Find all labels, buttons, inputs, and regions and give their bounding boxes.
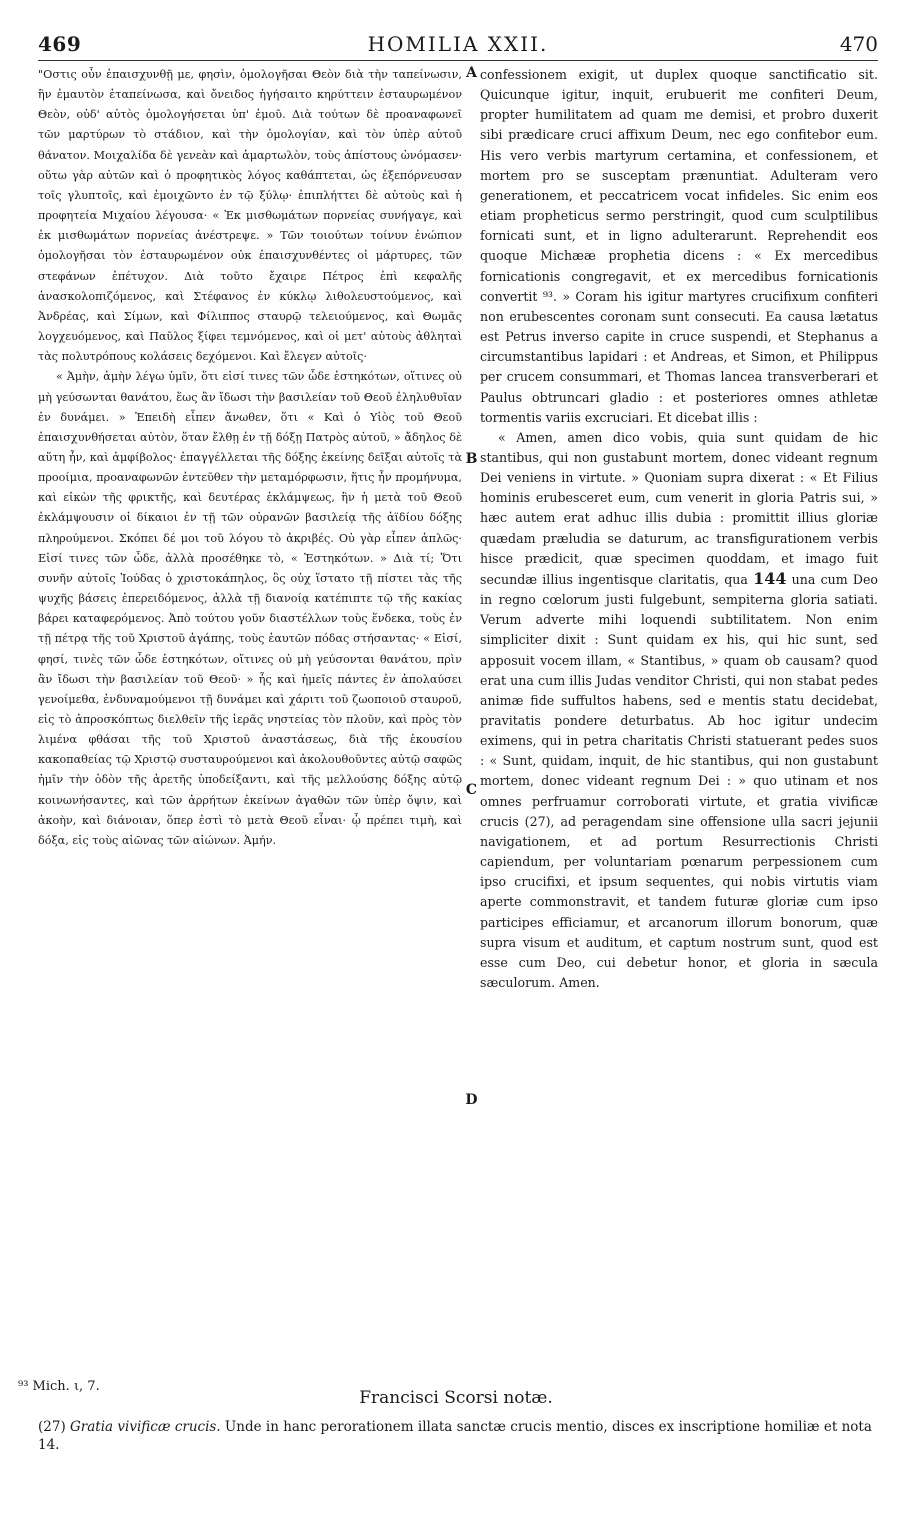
greek-paragraph-2: « Ἀμὴν, ἀμὴν λέγω ὑμῖν, ὅτι εἰσί τινες τῶν ὧδε ἑστηκότων, οἵτινες οὐ μὴ γεύσωνται θανάτου, ἕως ἂν ἴδωσι τὴν βασιλείαν τοῦ Θεοῦ ἐληλυθυῖαν ἐν δυνάμει. » Ἐπειδὴ εἶπεν ἄνωθεν, ὅτι « Καὶ ὁ Υἱὸς τοῦ Θεοῦ ἐπαισχυνθήσεται αὐτὸν, ὅταν ἔλθῃ ἐν τῇ δόξῃ Πατρὸς αὐτοῦ, » ἄδηλος δὲ αὕτη ἦν, καὶ ἀμφίβολος· ἐπαγγέλλεται τῆς δόξης ἐκείνης δεῖξαι αὐτοῖς τὰ προοίμια, προαναφωνῶν ἐντεῦθεν τὴν μεταμόρφωσιν, ἥτις ἦν προμήνυμα, καὶ εἰκὼν τῆς φρικτῆς, καὶ δευτέρας ἐκλάμψεως, ἣν ἡ μετὰ τοῦ Θεοῦ ἐκλάμψουσιν οἱ δίκαιοι ἐν τῇ τῶν οὐρανῶν βασιλείᾳ τῆς ἀϊδίου δόξης πληρούμενοι. Σκόπει δέ μοι τοῦ λόγου τὸ ἀκριβές. Οὐ γὰρ εἶπεν ἁπλῶς· Εἰσί τινες τῶν ὧδε, ἀλλὰ προσέθηκε τὸ, « Ἑστηκότων. » Διὰ τί; Ὅτι συνῆν αὐτοῖς Ἰούδας ὁ χριστοκάπηλος, ὃς οὐχ ἵστατο τῇ πίστει τὰς τῆς ψυχῆς βάσεις ἐπερειδόμενος, ἀλλὰ τῇ διανοίᾳ κατέπιπτε τῷ τῆς κακίας βάρει καταφερόμενος. Ἀπὸ τούτου γοῦν διαστέλλων τοὺς ἕνδεκα, τοὺς ἐν τῇ πέτρᾳ τῆς τοῦ Χριστοῦ ἀγάπης, τοὺς ἑαυτῶν πόδας στήσαντας· « Εἰσί, φησί, τινὲς τῶν ὧδε ἑστηκότων, οἵτινες οὐ μὴ γεύσονται θανάτου, πρὶν ἂν ἴδωσι τὴν βασιλείαν τοῦ Θεοῦ· » ἧς καὶ ἡμεῖς πάντες ἐν ἀπολαύσει γενοίμεθα, ἐνδυναμούμενοι τῇ δυνάμει καὶ χάριτι τοῦ ζωοποιοῦ σταυροῦ, εἰς τὸ ἀπροσκόπτως διελθεῖν τῆς ἱερᾶς νηστείας τὸν πλοῦν, καὶ πρὸς τὸν λιμένα φθάσαι τῆς τοῦ Χριστοῦ ἀναστάσεως, διὰ τῆς ἑκουσίου κακοπαθείας τῷ Χριστῷ συσταυρούμενοι καὶ ἀκολουθοῦντες αὐτῷ σαφῶς ἡμῖν τὴν ὁδὸν τῆς ἀρετῆς ὑποδείξαντι, καὶ τῆς μελλούσης δόξης αὐτῷ κοινωνήσαντες, καὶ τῶν ἀρρήτων ἐκείνων ἀγαθῶν τῶν ὑπὲρ ὄψιν, καὶ ἀκοὴν, καὶ διάνοιαν, ὅπερ ἐστὶ τὸ μετὰ Θεοῦ εἶναι· ᾧ πρέπει τιμὴ, καὶ δόξα, εἰς τοὺς αἰῶνας τῶν αἰώνων. Ἀμήν.	[38, 370, 462, 847]
section-marker-c: C	[465, 782, 478, 798]
latin-paragraph-2-end: una cum Deo in regno cœlorum justi fulgebunt, sempiterna gloria satiati. Verum adverte mihi loquendi subtilitatem. Non enim simpliciter dixit : Sunt quidam ex his, qui hic sunt, sed apposuit vocem illam, « Stantibus, » quam ob causam? quod erat una cum illis Judas venditor Christi, qui non stabat pedes animæ fide suffultos habens, sed e mentis statu decidebat, pravitatis pondere deturbatus. Ab hoc igitur undecim eximens, qui in petra charitatis Christi statuerant pedes suos : « Sunt, quidam, inquit, de hic stantibus, qui non gustabunt mortem, donec videant regnum Dei : » quo utinam et nos omnes perfruamur corroborati virtute, et gratia vivificæ crucis (27), ad peragendam sine offensione ulla sacri jejunii navigationem, et ad portum Resurrectionis Christi capiendum, per voluntariam pœnarum perpessionem cum ipso crucifixi, et ipsum sequentes, qui nobis virtutis viam aperte commonstravit, et tandem futuræ gloriæ cum ipso participes efficiamur, et arcanorum illorum bonorum, quæ supra visum et auditum, et captum nostrum sunt, quod est esse cum Deo, cui debetur honor, et gloria in sæcula sæculorum. Amen.	[480, 571, 878, 991]
page-header	[38, 30, 878, 61]
latin-column	[480, 65, 878, 993]
note-text: Unde in hanc perorationem illata sanctæ crucis mentio, disces ex inscriptione homiliæ et nota 14.	[38, 1419, 872, 1453]
note-lemma: Gratia vivificæ crucis.	[70, 1419, 221, 1435]
section-marker-d: D	[465, 1092, 478, 1108]
greek-paragraph-1: "Οστις οὖν ἐπαισχυνθῇ με, φησὶν, ὁμολογῆσαι Θεὸν διὰ τὴν ταπείνωσιν, ἣν ἐμαυτὸν ἐταπείνωσα, καὶ ὄνειδος ἡγήσαιτο κηρύττειν ἐσταυρωμένον Θεὸν, οὐδ' αὐτὸς ὁμολογήσεται ὑπ' ἐμοῦ. Διὰ τούτων δὲ προαναφωνεῖ τῶν μαρτύρων τὸ στάδιον, καὶ τὴν ὁμολογίαν, καὶ τὸν ὑπὲρ αὐτοῦ θάνατον. Μοιχαλίδα δὲ γενεὰν καὶ ἁμαρτωλὸν, τοὺς ἀπίστους ὠνόμασεν· οὕτω γὰρ αὐτῶν καὶ ὁ προφητικὸς λόγος καθάπτεται, ὡς ἐξεπόρνευσαν τοῖς γλυπτοῖς, καὶ ἐμοιχῶντο ἐν τῷ ξύλῳ· ἐπιπλήττει δὲ αὐτοὺς καὶ ἡ προφητεία Μιχαίου λέγουσα· « Ἐκ μισθωμάτων πορνείας συνήγαγε, καὶ ἐκ μισθωμάτων πορνείας ἀνέστρεψε. » Τῶν τοιούτων τοίνυν ἐνώπιον ὁμολογῆσαι τὸν ἐσταυρωμένον οὐκ ἐπαισχυνθέντες οἱ μάρτυρες, τῶν στεφάνων ἐπέτυχον. Διὰ τοῦτο ἔχαιρε Πέτρος ἐπὶ κεφαλῆς ἀνασκολοπιζόμενος, καὶ Στέφανος ἐν κύκλῳ λιθολευστούμενος, καὶ Ἀνδρέας, καὶ Σίμων, καὶ Φίλιππος σταυρῷ τελειούμενος, καὶ Θωμᾶς λογχευόμενος, καὶ Παῦλος ξίφει τεμνόμενος, καὶ οἱ μετ' αὐτοὺς ἀθληταὶ τὰς πολυτρόπους κολάσεις δεχόμενοι. Καὶ ἔλεγεν αὐτοῖς·	[38, 68, 462, 364]
section-marker-b: B	[465, 451, 478, 467]
text-columns	[38, 65, 878, 1345]
notes-title: Francisci Scorsi notæ.	[359, 1388, 553, 1408]
section-markers	[463, 65, 480, 1345]
running-title: HOMILIA XXII.	[367, 32, 549, 56]
editor-note	[38, 1418, 878, 1454]
greek-column	[38, 65, 462, 851]
note-reference: (27)	[38, 1419, 66, 1435]
section-marker-a: A	[466, 65, 477, 81]
original-page-marker: 144	[753, 568, 787, 588]
page-number-left: 469	[38, 32, 82, 56]
greek-footnote: ⁹³ Mich. ι, 7.	[18, 1379, 100, 1394]
page-number-right: 470	[839, 32, 878, 56]
latin-paragraph-2	[480, 428, 878, 993]
latin-paragraph-1: confessionem exigit, ut duplex quoque sanctificatio sit. Quicunque igitur, inquit, erubuerit me confiteri Deum, propter humilitatem ad quam me demisi, et probro duxerit sibi prædicare cruci affixum Deum, nec ego confitebor eum. His vero verbis martyrum certamina, et confessionem, et mortem pro se susceptam prænuntiat. Adulteram vero generationem, et peccatricem vocat infideles. Sic enim eos etiam propheticus sermo perstringit, quod cum sculptilibus fornicati sunt, et in ligno adulterarunt. Reprehendit eos quoque Michææ prophetia dicens : « Ex mercedibus fornicationis congregavit, et ex mercedibus fornicationis convertit ⁹³. » Coram his igitur martyres crucifixum confiteri non erubescentes coronam sunt consecuti. Ea causa lætatus est Petrus inverso capite in cruce suspendi, et Stephanus a circumstantibus lapidari : et Andreas, et Simon, et Philippus per crucem consummari, et Thomas lancea transverberari et Paulus obtruncari gladio : et posteriores omnes athletæ tormentis variis excruciari. Et dicebat illis :	[480, 67, 878, 425]
latin-paragraph-2-start: « Amen, amen dico vobis, quia sunt quidam de hic stantibus, qui non gustabunt mortem, donec videant regnum Dei veniens in virtute. » Quoniam supra dixerat : « Et Filius hominis erubesceret eum, cum venerit in gloria Patris sui, » hæc autem erat adhuc illis dubia : promittit illius gloriæ quædam præludia se daturum, ac transfigurationem verbis hisce prædicit, quæ specimen quoddam, et imago fuit secundæ illius ingentisque claritatis, qua	[480, 429, 878, 587]
